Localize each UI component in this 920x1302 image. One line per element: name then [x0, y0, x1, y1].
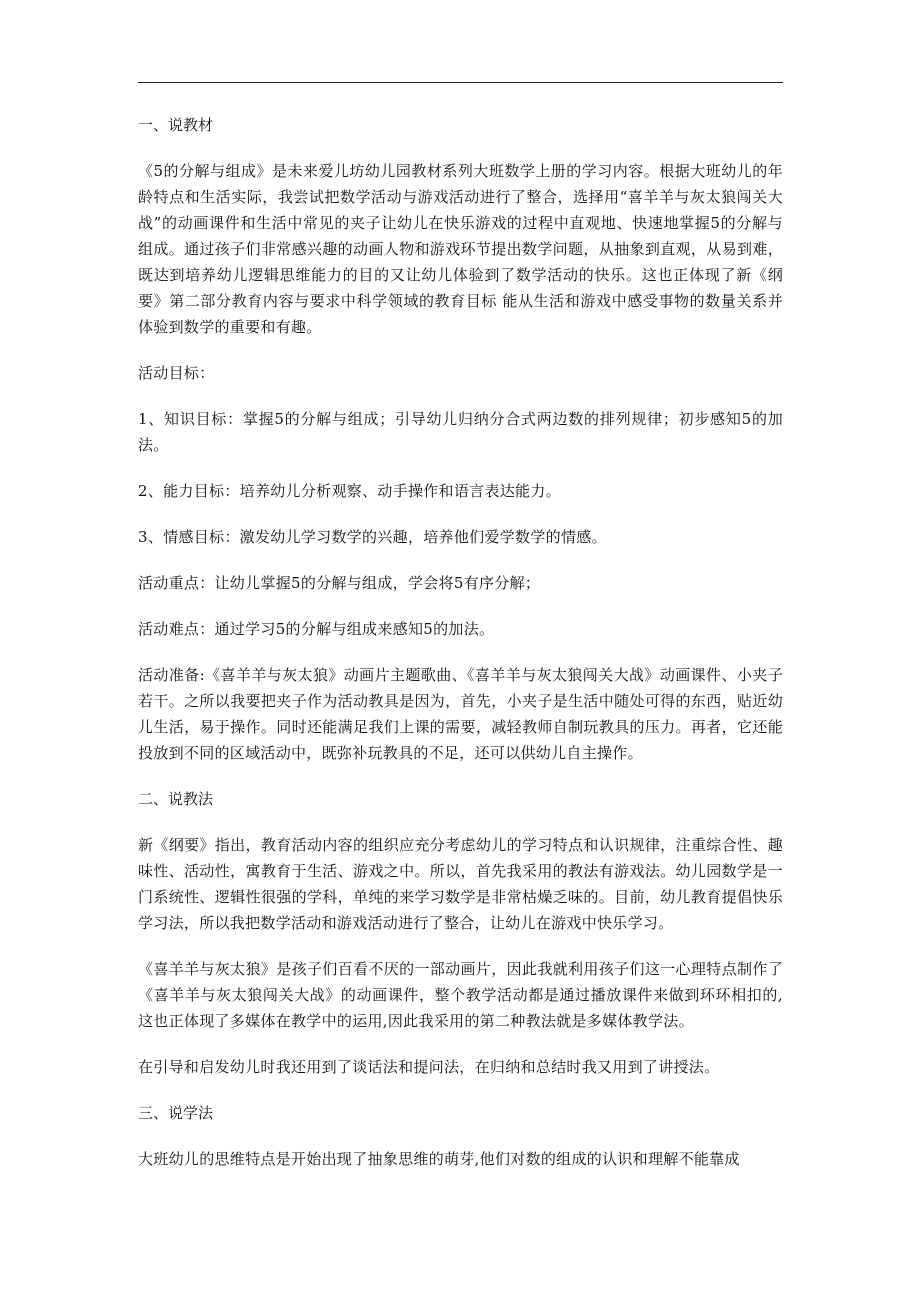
- paragraph-learning-intro: 大班幼儿的思维特点是开始出现了抽象思维的萌芽,他们对数的组成的认识和理解不能靠成: [138, 1150, 740, 1168]
- document-body: [138, 112, 783, 1192]
- paragraph-ability-goal: 2、能力目标：培养幼儿分析观察、动手操作和语言表达能力。: [138, 482, 561, 500]
- paragraph-multimedia-method: 《喜羊羊与灰太狼》是孩子们百看不厌的一部动画片，因此我就利用孩子们这一心理特点制作了《喜羊羊与灰太狼闯关大战》的动画课件，整个教学活动都是通过播放课件来做到环环相扣的,这也正体现了多媒体在教学中的运用,因此我采用的第二种教法就是多媒体教学法。: [138, 960, 783, 1030]
- section-heading-teaching-method: 二、说教法: [138, 790, 214, 808]
- paragraph-knowledge-goal: 1、知识目标：掌握5的分解与组成；引导幼儿归纳分合式两边数的排列规律；初步感知5的加法。: [138, 410, 783, 454]
- paragraph-key-point: 活动重点：让幼儿掌握5的分解与组成，学会将5有序分解；: [138, 574, 541, 592]
- paragraph-emotion-goal: 3、情感目标：激发幼儿学习数学的兴趣，培养他们爱学数学的情感。: [138, 528, 607, 546]
- paragraph-game-method: 新《纲要》指出，教育活动内容的组织应充分考虑幼儿的学习特点和认识规律，注重综合性、趣味性、活动性，寓教育于生活、游戏之中。所以，首先我采用的教法有游戏法。幼儿园数学是一门系统性、逻辑性很强的学科，单纯的来学习数学是非常枯燥乏味的。目前，幼儿教育提倡快乐学习法，所以我把数学活动和游戏活动进行了整合，让幼儿在游戏中快乐学习。: [138, 836, 783, 932]
- paragraph-other-methods: 在引导和启发幼儿时我还用到了谈话法和提问法，在归纳和总结时我又用到了讲授法。: [138, 1058, 720, 1076]
- section-heading-learning-method: 三、说学法: [138, 1104, 214, 1122]
- paragraph-textbook-intro: 《5的分解与组成》是未来爱儿坊幼儿园教材系列大班数学上册的学习内容。根据大班幼儿的年龄特点和生活实际，我尝试把数学活动与游戏活动进行了整合，选择用“喜羊羊与灰太狼闯关大战”的动画课件和生活中常见的夹子让幼儿在快乐游戏的过程中直观地、快速地掌握5的分解与组成。通过孩子们非常感兴趣的动画人物和游戏环节提出数学问题，从抽象到直观，从易到难，既达到培养幼儿逻辑思维能力的目的又让幼儿体验到了数学活动的快乐。这也正体现了新《纲要》第二部分教育内容与要求中科学领域的教育目标 能从生活和游戏中感受事物的数量关系并体验到数学的重要和有趣。: [138, 162, 783, 336]
- section-heading-textbook: 一、说教材: [138, 116, 214, 134]
- header-rule: [138, 82, 783, 83]
- document-page: [138, 0, 783, 1302]
- paragraph-preparation: 活动准备:《喜羊羊与灰太狼》动画片主题歌曲、《喜羊羊与灰太狼闯关大战》动画课件、小夹子若干。之所以我要把夹子作为活动教具是因为，首先，小夹子是生活中随处可得的东西，贴近幼儿生活，易于操作。同时还能满足我们上课的需要，减轻教师自制玩教具的压力。再者，它还能投放到不同的区域活动中，既弥补玩教具的不足，还可以供幼儿自主操作。: [138, 666, 783, 762]
- paragraph-difficult-point: 活动难点：通过学习5的分解与组成来感知5的加法。: [138, 620, 495, 638]
- paragraph-goals-label: 活动目标：: [138, 364, 215, 382]
